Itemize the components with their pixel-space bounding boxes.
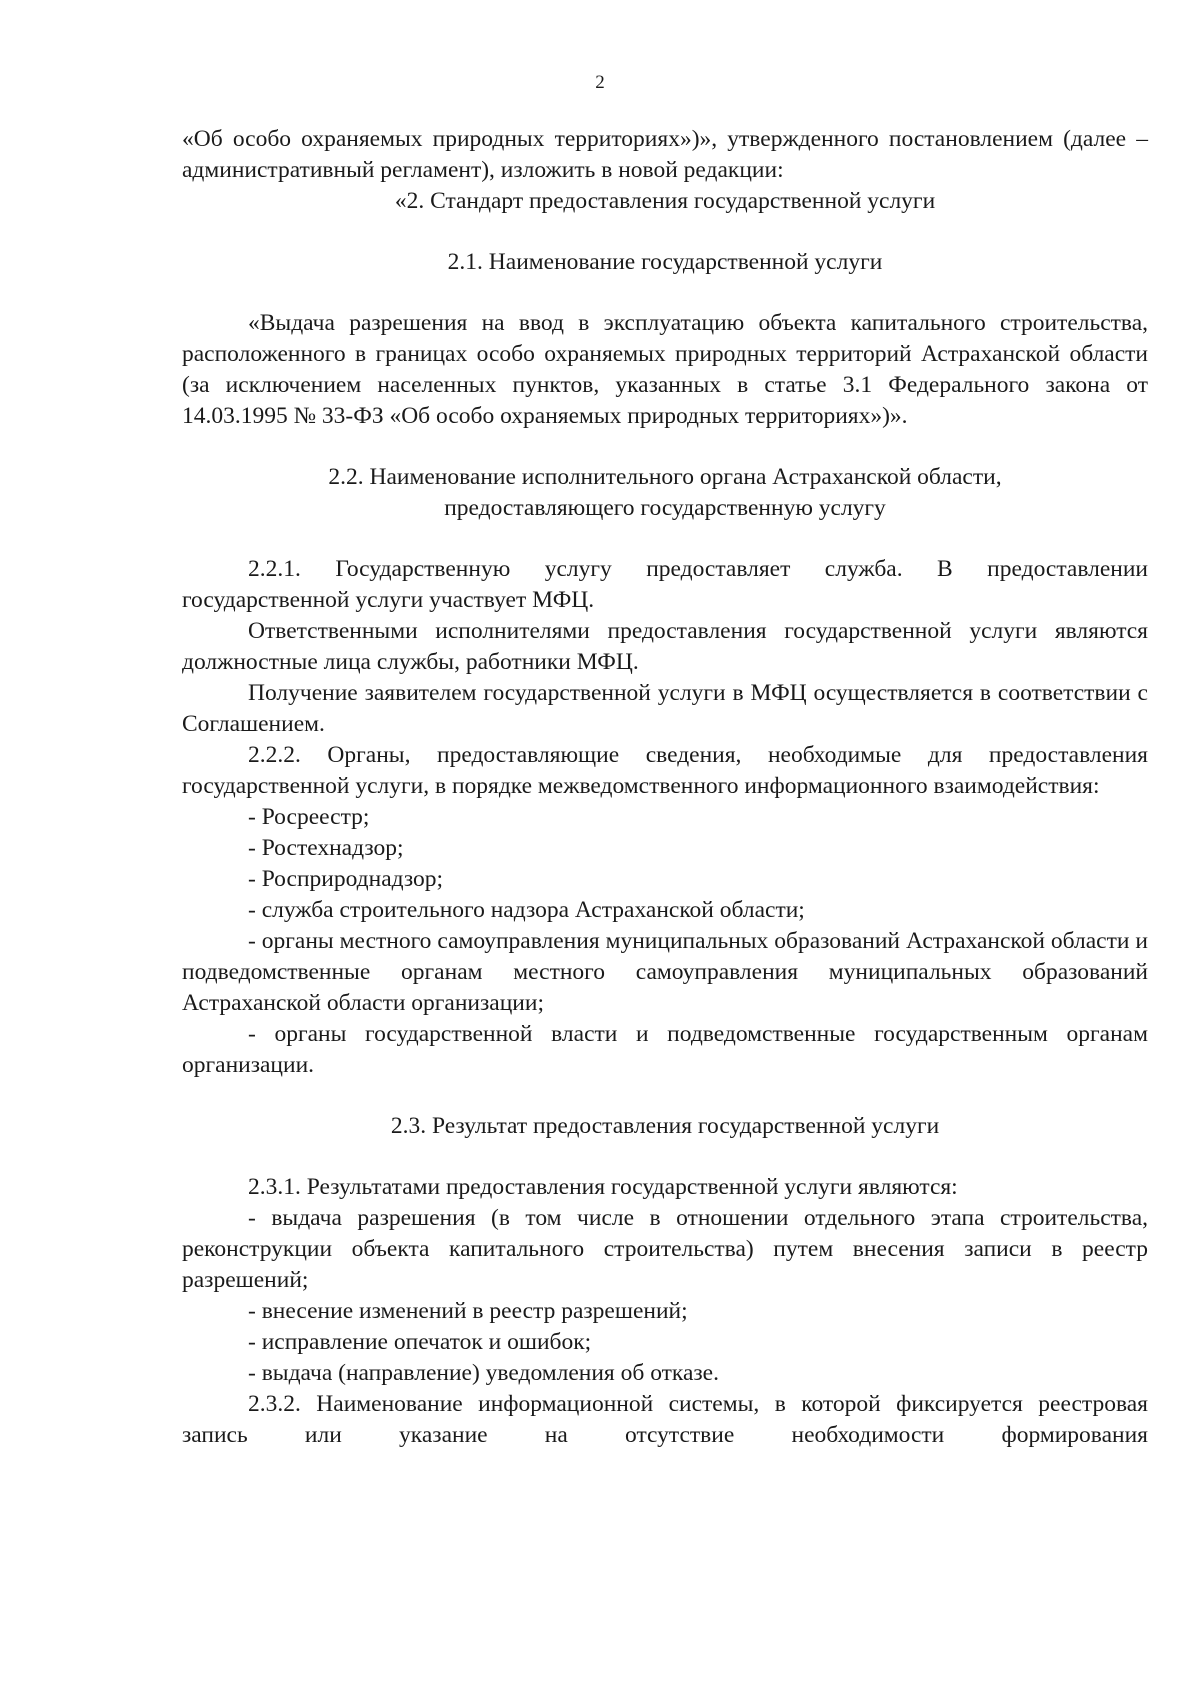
list-item: - исправление опечаток и ошибок;: [248, 1329, 592, 1355]
list-item: - Росреестр;: [248, 804, 370, 830]
paragraph: «Об особо охраняемых природных территориях»)», утвержденного постановлением (далее – административный регламент), изложить в новой редакции:: [182, 126, 1148, 183]
spacer: [182, 217, 1148, 247]
paragraph: Получение заявителем государственной услуги в МФЦ осуществляется в соответствии с Соглашением.: [182, 680, 1148, 737]
page-number: 2: [595, 72, 605, 93]
spacer: [182, 1142, 1148, 1172]
list-item: - выдача разрешения (в том числе в отношении отдельного этапа строительства, реконструкции объекта капитального строительства) путем внесения записи в реестр разрешений;: [182, 1205, 1148, 1293]
paragraph: 2.3.1. Результатами предоставления государственной услуги являются:: [248, 1174, 958, 1200]
list-item: - выдача (направление) уведомления об отказе.: [248, 1360, 719, 1386]
list-item: - внесение изменений в реестр разрешений;: [248, 1298, 688, 1324]
section-heading: 2.1. Наименование государственной услуги: [447, 249, 883, 275]
paragraph: Ответственными исполнителями предоставления государственной услуги являются должностные лица службы, работники МФЦ.: [182, 618, 1148, 675]
spacer: [182, 432, 1148, 462]
spacer: [182, 278, 1148, 308]
spacer: [182, 1081, 1148, 1111]
list-item: - Ростехнадзор;: [248, 835, 404, 861]
paragraph: 2.3.2. Наименование информационной системы, в которой фиксируется реестровая запись или указание на отсутствие необходимости формирования: [182, 1391, 1148, 1448]
section-heading: «2. Стандарт предоставления государственной услуги: [394, 188, 936, 214]
spacer: [182, 524, 1148, 554]
section-heading: предоставляющего государственную услугу: [444, 495, 886, 521]
section-heading: 2.2. Наименование исполнительного органа Астраханской области,: [328, 464, 1002, 490]
list-item: - Росприроднадзор;: [248, 866, 444, 892]
list-item: - органы местного самоуправления муниципальных образований Астраханской области и подведомственные органам местного самоуправления муниципальных образований Астраханской области организации;: [182, 928, 1148, 1016]
paragraph: 2.2.2. Органы, предоставляющие сведения, необходимые для предоставления государственной услуги, в порядке межведомственного информационного взаимодействия:: [182, 742, 1148, 799]
paragraph: «Выдача разрешения на ввод в эксплуатацию объекта капитального строительства, расположенного в границах особо охраняемых природных территорий Астраханской области (за исключением населенных пунктов, указанных в статье 3.1 Федерального закона от 14.03.1995 № 33-ФЗ «Об особо охраняемых природных территориях»)».: [182, 310, 1148, 429]
section-heading: 2.3. Результат предоставления государственной услуги: [390, 1113, 940, 1139]
list-item: - органы государственной власти и подведомственные государственным органам организации.: [182, 1021, 1148, 1078]
document-body: [182, 124, 1148, 1451]
paragraph: 2.2.1. Государственную услугу предоставляет служба. В предоставлении государственной услуги участвует МФЦ.: [182, 556, 1148, 613]
list-item: - служба строительного надзора Астраханской области;: [248, 897, 805, 923]
